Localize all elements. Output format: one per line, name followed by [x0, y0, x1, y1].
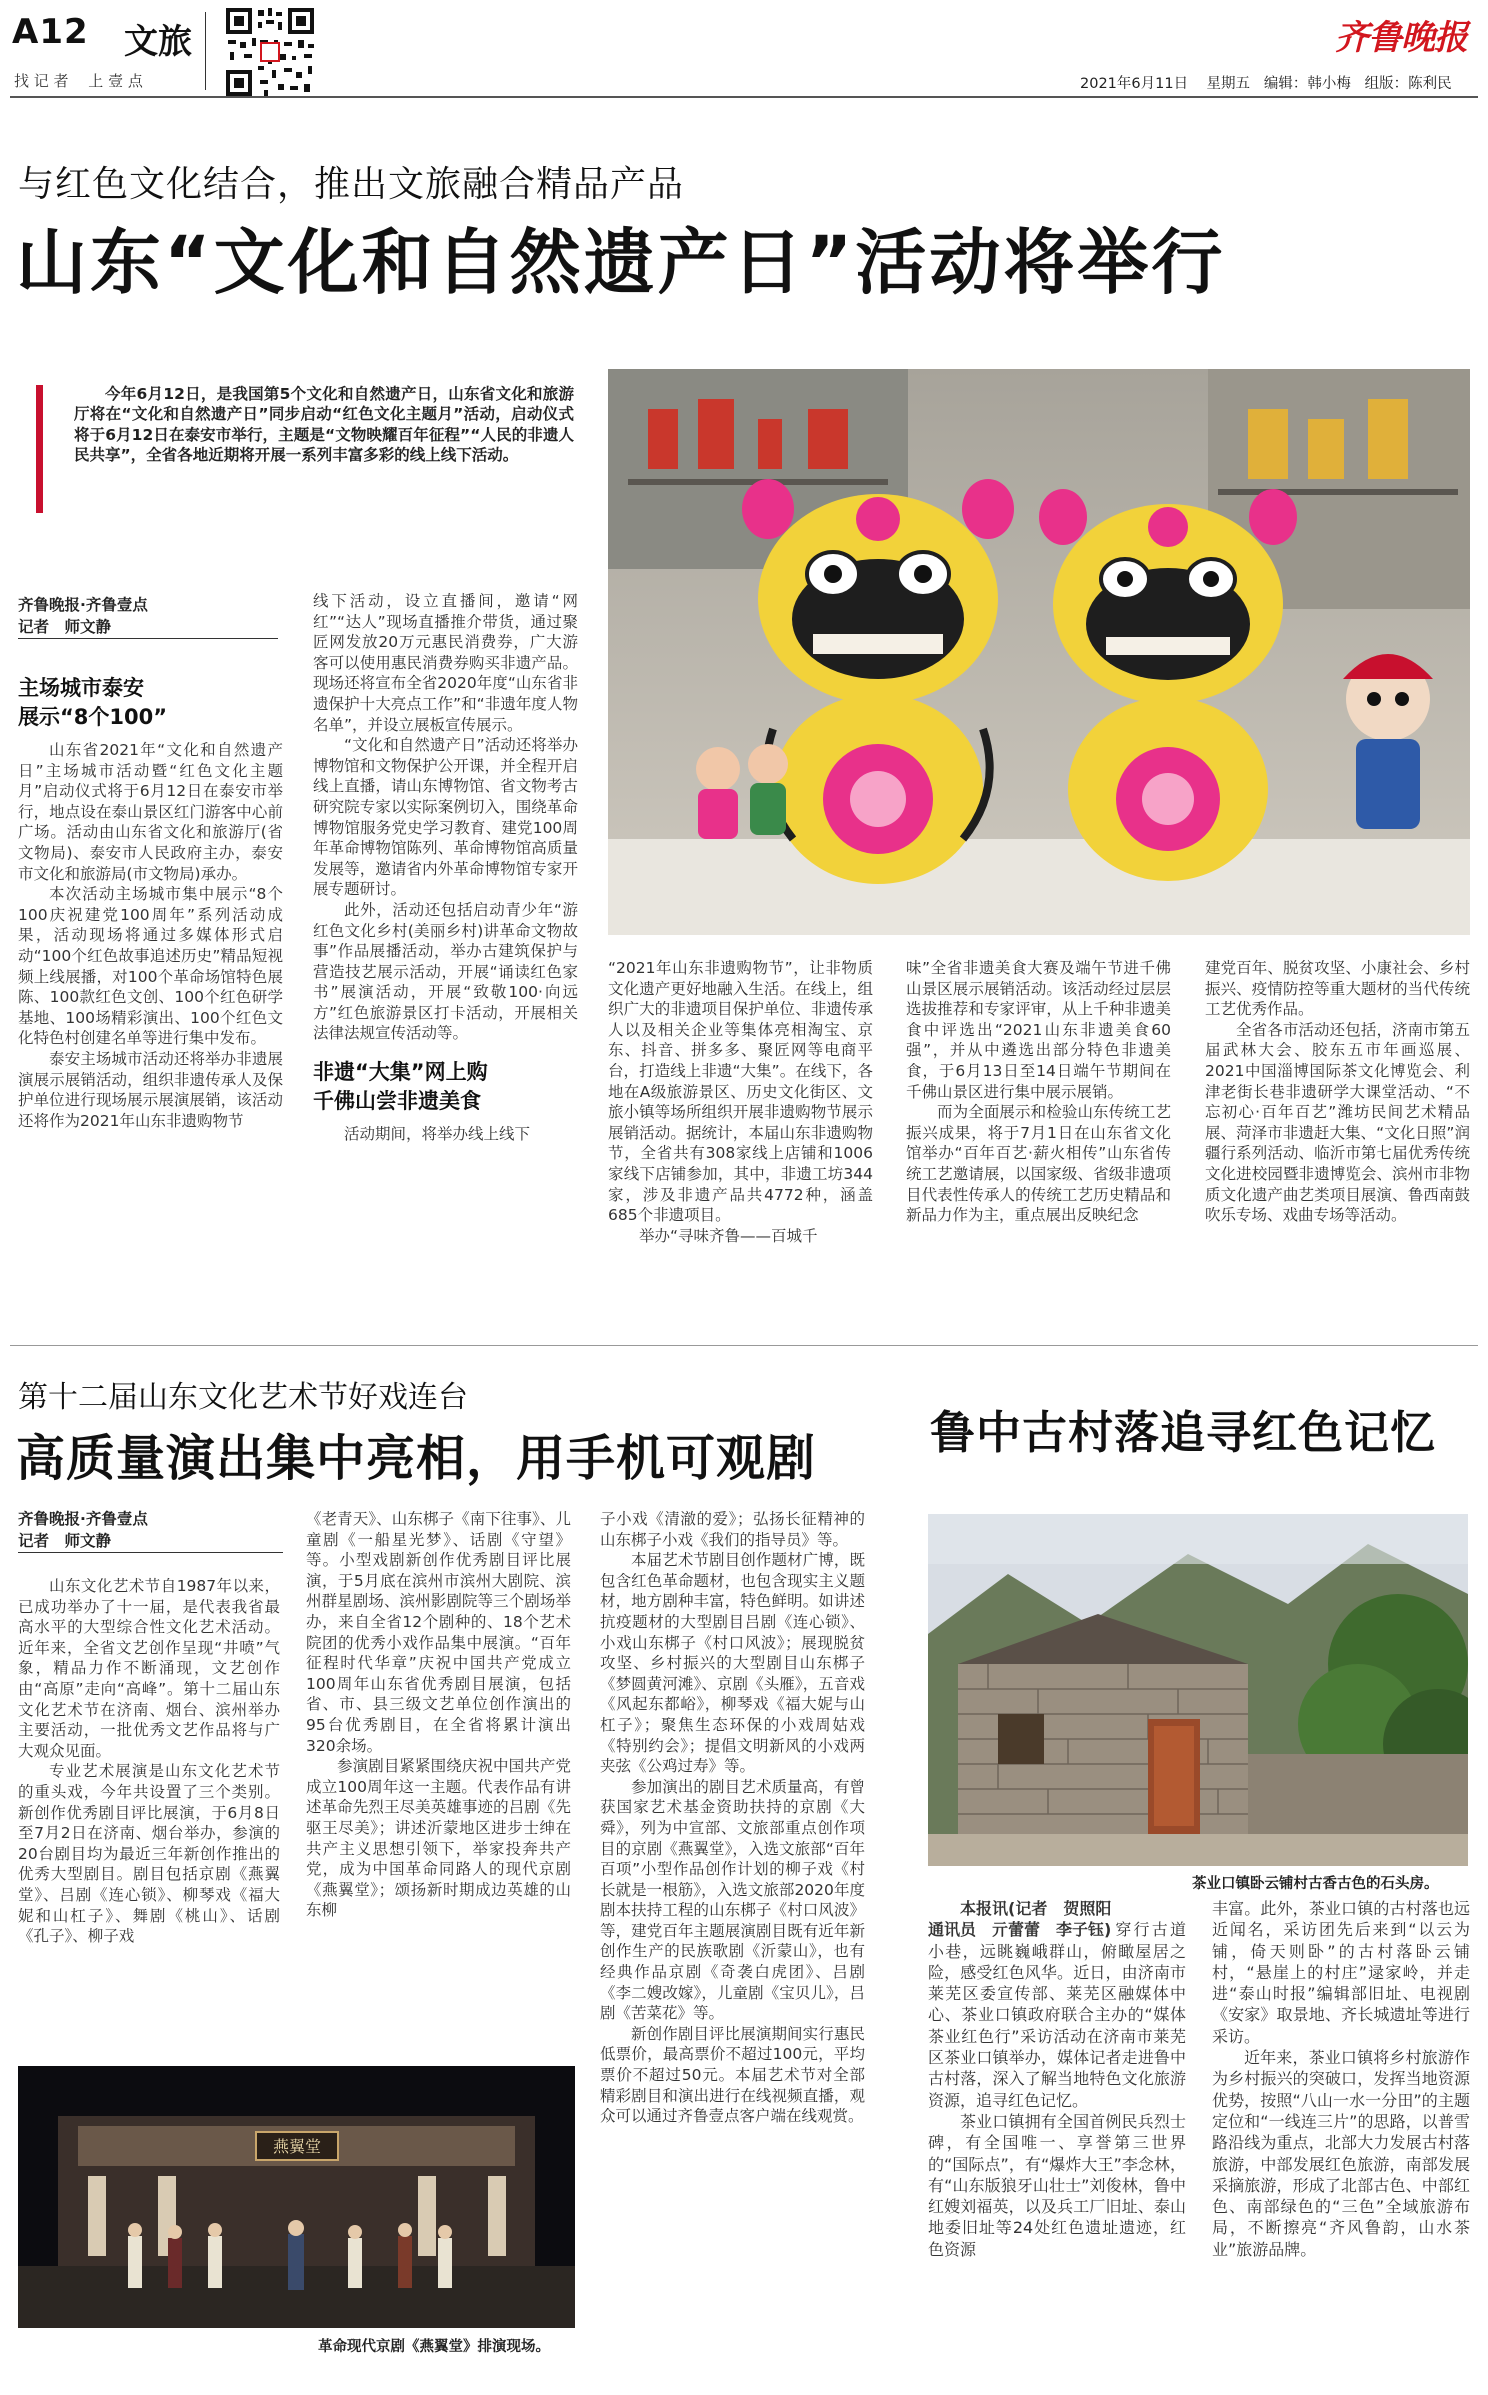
issue-weekday: 星期五 — [1206, 76, 1251, 92]
section-name: 文旅 — [124, 22, 192, 62]
article1-column-2 — [313, 591, 578, 1323]
paragraph: 全省各市活动还包括，济南市第五届武林大会、胶东五市年画巡展、2021中国淄博国际茶文化博览会、利津老街长巷非遗研学大课堂活动、“不忘初心·百年百艺”潍坊民间艺术精品展、菏泽市非遗赶大集、“文化日照”润疆行系列活动、临沂市第七届优秀传统文化进校园暨非遗博览会、滨州市非物质文化遗产曲艺类项目展演、鲁西南鼓吹乐专场、戏曲专场等活动。 — [1205, 1020, 1470, 1225]
paragraph: 穿行古道小巷，远眺巍峨群山，俯瞰屋居之险，感受红色风华。近日，由济南市莱芜区委宣传部、莱芜区融媒体中心、茶业口镇政府联合主办的“媒体茶业红色行”采访活动在济南市莱芜区茶业口镇举办，媒体记者走进鲁中古村落，深入了解当地特色文化旅游资源，追寻红色记忆。 — [928, 1920, 1186, 2110]
paragraph: “文化和自然遗产日”活动还将举办博物馆和文物保护公开课，并全程开启线上直播，请山东博物馆、省文物考古研究院专家以实际案例切入，围绕革命博物馆服务党史学习教育、建党100周年革命博物馆陈列、革命博物馆高质量发展等，邀请省内外革命博物馆专家开展专题研讨。 — [313, 736, 578, 899]
article2-column-3 — [600, 1509, 865, 2369]
byline-outlet: 齐鲁晚报·齐鲁壹点 — [18, 1510, 148, 1528]
masthead-divider — [205, 12, 206, 90]
paragraph: 建党百年、脱贫攻坚、小康社会、乡村振兴、疫情防控等重大题材的当代传统工艺优秀作品。 — [1205, 959, 1470, 1019]
article1-lead: 今年6月12日，是我国第5个文化和自然遗产日，山东省文化和旅游厅将在“文化和自然遗产日”同步启动“红色文化主题月”活动，启动仪式将于6月12日在泰安市举行，主题是“文物映耀百年征程”“人民的非遗人民共享”，全省各地近期将开展一系列丰富多彩的线上线下活动。 — [74, 385, 574, 465]
lead-red-bar — [36, 385, 43, 513]
paragraph: 本次活动主场城市集中展示“8个100庆祝建党100周年”系列活动成果，活动现场将通过多媒体形式启动“100个红色故事追述历史”精品短视频上线展播，对100个革命场馆特色展陈、100款红色文创、100个红色研学基地、100场精彩演出、100个红色文化特色村创建名单等进行集中发布。 — [18, 885, 283, 1048]
paragraph: 近年来，茶业口镇将乡村旅游作为乡村振兴的突破口，发挥当地资源优势，按照“八山一水一分田”的主题定位和“一线连三片”的思路，以普雪路沿线为重点，北部大力发展古村落旅游，中部发展红色旅游，南部发展采摘旅游，形成了北部古色、中部红色、南部绿色的“三色”全域旅游布局，不断擦亮“齐风鲁韵，山水茶业”旅游品牌。 — [1212, 2048, 1470, 2259]
paragraph: 参加演出的剧目艺术质量高，有曾获国家艺术基金资助扶持的京剧《大舜》，列为中宣部、文旅部重点创作项目的京剧《燕翼堂》，入选文旅部“百年百项”小型作品创作计划的柳子戏《村长就是一根筋》，入选文旅部2020年度剧本扶持工程的山东梆子《村口风波》等，建党百年主题展演剧目既有近年新创作生产的民族歌剧《沂蒙山》，也有经典作品京剧《奇袭白虎团》、吕剧《李二嫂改嫁》，儿童剧《宝贝儿》，吕剧《苦菜花》等。 — [600, 1777, 865, 2023]
article3-headline: 鲁中古村落追寻红色记忆 — [930, 1406, 1437, 1459]
stage-performance-photo — [18, 2066, 575, 2358]
issue-date: 2021年6月11日 — [1080, 76, 1189, 92]
paragraph: 参演剧目紧紧围绕庆祝中国共产党成立100周年这一主题。代表作品有讲述革命先烈王尽美英雄事迹的吕剧《先驱王尽美》；讲述沂蒙地区进步士绅在共产主义思想引领下，举家投奔共产党，成为中国革命同路人的现代京剧《燕翼堂》；颂扬新时期成边英雄的山东柳 — [306, 1757, 571, 1920]
section-divider — [10, 1345, 1478, 1346]
byline-reporter: 记者 师文静 — [18, 1530, 283, 1553]
issue-info — [1080, 72, 1452, 93]
paragraph: 泰安主场城市活动还将举办非遗展演展示展销活动，组织非遗传承人及保护单位进行现场展示展演展销，该活动还将作为2021年山东非遗购物节 — [18, 1049, 283, 1130]
paragraph: “2021年山东非遗购物节”，让非物质文化遗产更好地融入生活。在线上，组织广大的非遗项目保护单位、非遗传承人以及相关企业等集体亮相淘宝、京东、抖音、拼多多、聚匠网等电商平台，打造线上非遗“大集”。在线下，各地在A级旅游景区、历史文化街区、文旅小镇等场所组织开展非遗购物节展示展销活动。据统计，本届山东非遗购物节，全省共有308家线上店铺和1006家线下店铺参加，其中，非遗工坊344家，涉及非遗产品共4772种，涵盖685个非遗项目。 — [608, 959, 873, 1225]
masthead — [0, 0, 1488, 100]
paragraph: 线下活动，设立直播间，邀请“网红”“达人”现场直播推介带货，通过聚匠网发放20万元惠民消费券，广大游客可以使用惠民消费券购买非遗产品。现场还将宣布全省2020年度“山东省非遗保护十大亮点工作”和“非遗年度人物名单”，并设立展板宣传展示。 — [313, 592, 578, 734]
masthead-subline: 找 记 者 上 壹 点 — [14, 72, 143, 90]
article1-headline: 山东“文化和自然遗产日”活动将举行 — [16, 221, 1226, 304]
qr-code-icon — [224, 6, 316, 98]
article2-headline: 高质量演出集中亮相，用手机可观剧 — [16, 1430, 817, 1487]
article2-column-2 — [306, 1509, 571, 2054]
article3-byline-line1: 本报讯(记者 贺照阳 — [960, 1899, 1112, 1918]
stage-sign-text: 燕翼堂 — [272, 2137, 322, 2156]
paragraph: 举办“寻味齐鲁——百城千 — [639, 1226, 818, 1245]
masthead-rule — [10, 96, 1478, 98]
subheading-market: 非遗“大集”网上购 千佛山尝非遗美食 — [313, 1060, 488, 1114]
paragraph: 新创作剧目评比展演期间实行惠民低票价，最高票价不超过100元，平均票价不超过50元。本届艺术节对全部精彩剧目和演出进行在线视频直播，观众可以通过齐鲁壹点客户端在线观赏。 — [600, 2024, 865, 2126]
paragraph: 《老青天》、山东梆子《南下往事》、儿童剧《一船星光梦》、话剧《守望》等。小型戏剧新创作优秀剧目评比展演，于5月底在滨州市滨州大剧院、滨州群星剧场、滨州影剧院等三个剧场举办，来自全省12个剧种的、18个艺术院团的优秀小戏作品集中展演。“百年征程时代华章”庆祝中国共产党成立100周年山东省优秀剧目展演，包括省、市、县三级文艺单位创作演出的95台优秀剧目，在全省将累计演出320余场。 — [306, 1510, 571, 1755]
subheading-main-city: 主场城市泰安 展示“8个100” — [18, 676, 168, 729]
article2-byline — [18, 1508, 283, 1553]
article2-kicker: 第十二届山东文化艺术节好戏连台 — [18, 1380, 468, 1415]
tiger-toy-photo — [608, 369, 1470, 935]
paragraph: 子小戏《清澈的爱》；弘扬长征精神的山东梆子小戏《我们的指导员》等。 — [600, 1510, 865, 1549]
article1-kicker: 与红色文化结合，推出文旅融合精品产品 — [18, 164, 685, 205]
issue-editor: 编辑：韩小梅 — [1263, 76, 1351, 92]
paragraph: 茶业口镇拥有全国首例民兵烈士碑，有全国唯一、享誉第三世界的“国际点”，有“爆炸大王”李念林，有“山东版狼牙山壮士”刘俊林，鲁中红嫂刘福英，以及兵工厂旧址、泰山地委旧址等24处红色遗址遗迹，红色资源 — [928, 2111, 1186, 2259]
byline-reporter: 记者 师文静 — [18, 616, 278, 639]
paragraph: 而为全面展示和检验山东传统工艺振兴成果，将于7月1日在山东省文化馆举办“百年百艺·薪火相传”山东省传统工艺邀请展，以国家级、省级非遗项目代表性传承人的传统工艺历史精品和新品力作为主，重点展出反映纪念 — [906, 1103, 1171, 1225]
article3-column-2 — [1212, 1898, 1470, 2370]
issue-layout: 组版：陈利民 — [1364, 76, 1452, 92]
paragraph: 丰富。此外，茶业口镇的古村落也远近闻名，采访团先后来到“以云为铺，倚天则卧”的古村落卧云铺村，“悬崖上的村庄”逯家岭，并走进“泰山时报”编辑部旧址、电视剧《安家》取景地、齐长城遗址等进行采访。 — [1212, 1899, 1470, 2046]
paragraph: 此外，活动还包括启动青少年“游红色文化乡村(美丽乡村)讲革命文物故事”作品展播活动，举办古建筑保护与营造技艺展示活动，开展“诵读红色家书”展演活动，开展“致敬100·向远方”红色旅游景区打卡活动，开展相关法律法规宣传活动等。 — [313, 900, 578, 1043]
paragraph: 活动期间，将举办线上线下 — [344, 1125, 531, 1144]
article1-column-1 — [18, 668, 283, 1322]
paragraph: 味”全省非遗美食大赛及端午节进千佛山景区展示展销活动。该活动经过层层选拔推荐和专家评审，从上千种非遗美食中评选出“2021山东非遗美食60强”，并从中遴选出部分特色非遗美食，于6月13日至14日端午节期间在千佛山景区进行集中展示展销。 — [906, 959, 1171, 1101]
paragraph: 本届艺术节剧目创作题材广博，既包含红色革命题材，也包含现实主义题材，地方剧种丰富，特色鲜明。如讲述抗疫题材的大型剧目吕剧《连心锁》、小戏山东梆子《村口风波》；展现脱贫攻坚、乡村振兴的大型剧目山东梆子《梦圆黄河滩》、京剧《头雁》，五音戏《风起东都峪》，柳琴戏《福大妮与山杠子》；聚焦生态环保的小戏周姑戏《特别约会》；提倡文明新风的小戏两夹弦《公鸡过寿》等。 — [600, 1551, 865, 1776]
paper-logo: 齐鲁晚报 — [1335, 18, 1467, 58]
article3-byline-line2: 通讯员 亓蕾蕾 李子钰) — [928, 1920, 1112, 1940]
page-number: A12 — [12, 12, 89, 52]
article2-column-1 — [18, 1576, 280, 2054]
article1-column-4 — [906, 958, 1171, 1324]
article3-column-1 — [928, 1898, 1186, 2370]
byline-outlet: 齐鲁晚报·齐鲁壹点 — [18, 596, 148, 614]
article3-photo-caption: 茶业口镇卧云铺村古香古色的石头房。 — [1192, 1876, 1439, 1892]
article1-column-3 — [608, 958, 873, 1324]
paragraph: 山东省2021年“文化和自然遗产日”主场城市活动暨“红色文化主题月”启动仪式将于6月12日在泰安市举行，地点设在泰山景区红门游客中心前广场。活动由山东省文化和旅游厅(省文物局)、泰安市人民政府主办，泰安市文化和旅游局(市文物局)承办。 — [18, 741, 283, 883]
article1-column-5 — [1205, 958, 1470, 1324]
article1-byline — [18, 594, 278, 639]
paragraph: 专业艺术展演是山东文化艺术节的重头戏，今年共设置了三个类别。新创作优秀剧目评比展演，于6月8日至7月2日在济南、烟台举办，参演的20台剧目均为最近三年新创作推出的优秀大型剧目。剧目包括京剧《燕翼堂》、吕剧《连心锁》、柳琴戏《福大妮和山杠子》、舞剧《桃山》、话剧《孔子》、柳子戏 — [18, 1762, 280, 1946]
article2-photo-caption: 革命现代京剧《燕翼堂》排演现场。 — [318, 2339, 550, 2355]
paragraph: 山东文化艺术节自1987年以来，已成功举办了十一届，是代表我省最高水平的大型综合性文化艺术活动。近年来，全省文艺创作呈现“井喷”气象，精品力作不断涌现，文艺创作由“高原”走向“高峰”。第十二届山东文化艺术节在济南、烟台、滨州举办主要活动，一批优秀文艺作品将与广大观众见面。 — [18, 1577, 280, 1760]
stone-house-photo — [928, 1514, 1468, 1866]
